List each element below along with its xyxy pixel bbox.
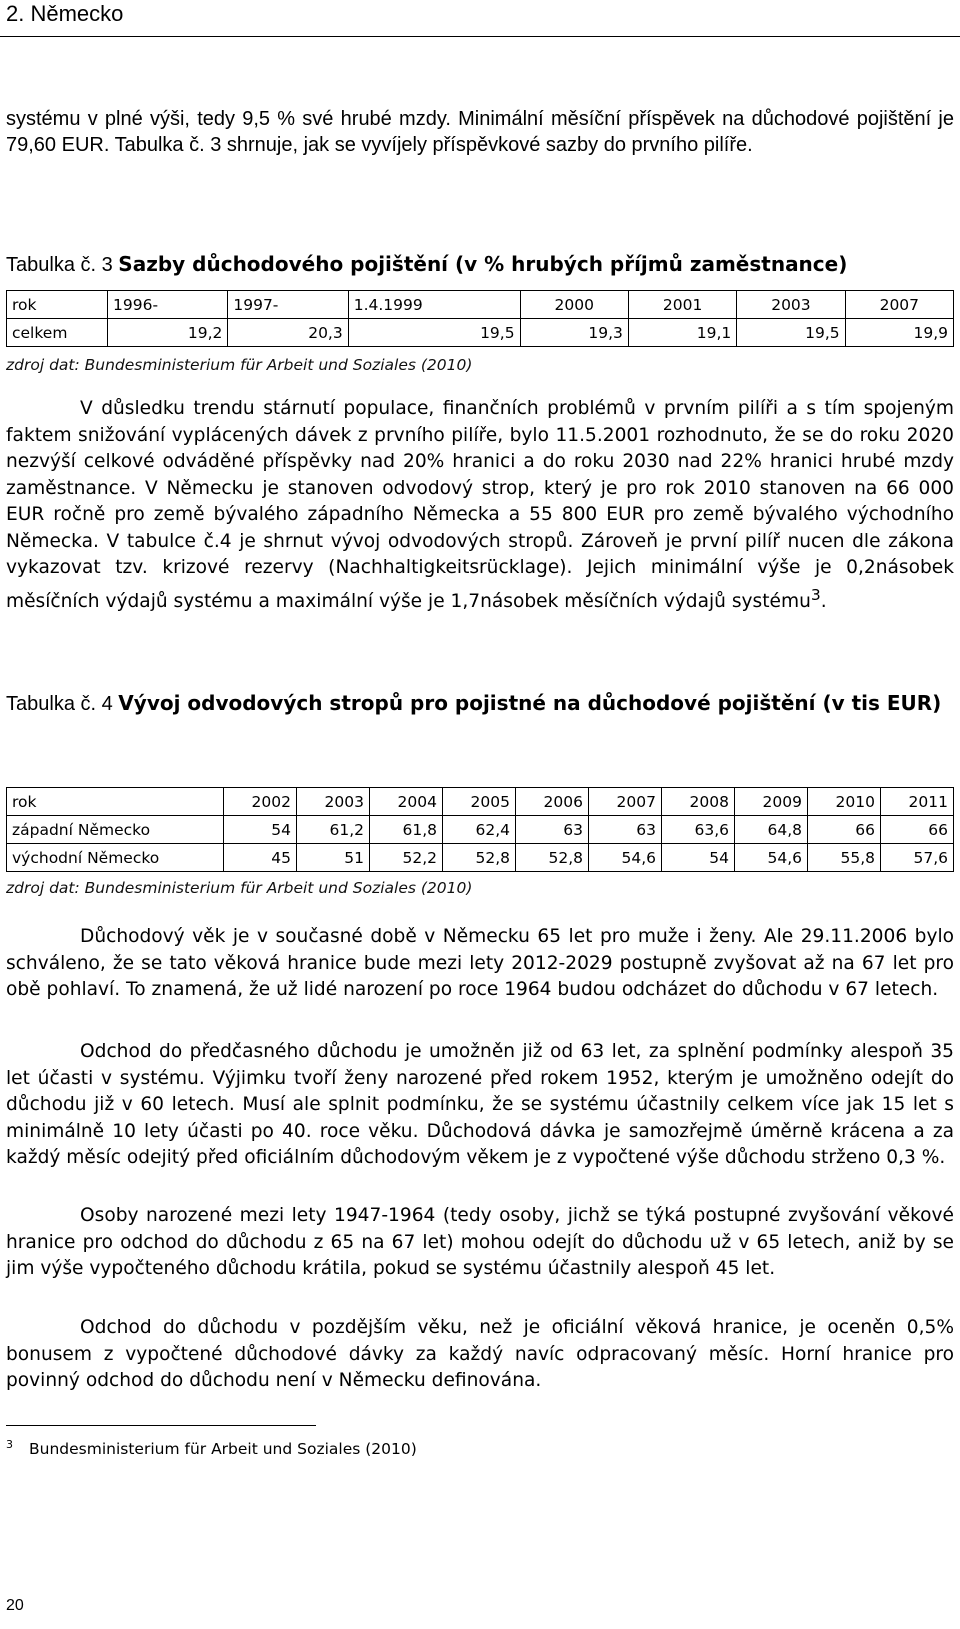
table-cell: 2003 [737, 291, 845, 319]
table-cell: 2000 [520, 291, 628, 319]
table3-caption [6, 251, 954, 279]
table-cell: 2007 [845, 291, 953, 319]
footnote-number: 3 [6, 1438, 13, 1451]
table-cell: 64,8 [735, 816, 808, 844]
table3-caption-lead: Tabulka č. 3 [6, 254, 119, 276]
table-cell: 19,1 [628, 319, 736, 347]
table-cell: 62,4 [443, 816, 516, 844]
table-cell: 2011 [881, 788, 954, 816]
table-cell: 2001 [628, 291, 736, 319]
table-cell: 52,8 [516, 844, 589, 872]
paragraph-reform [6, 396, 954, 615]
table-cell: 54 [662, 844, 735, 872]
header-rule [0, 36, 960, 37]
table-cell: 20,3 [228, 319, 348, 347]
table-cell: 52,2 [370, 844, 443, 872]
table-cell: 2008 [662, 788, 735, 816]
table-cell: 63 [516, 816, 589, 844]
table4-caption-lead: Tabulka č. 4 [6, 693, 119, 715]
table-cell: 19,2 [108, 319, 228, 347]
footnote-text: Bundesministerium für Arbeit und Soziales (2010) [29, 1440, 417, 1459]
table-cell: 19,9 [845, 319, 953, 347]
table-cell: 1.4.1999 [348, 291, 520, 319]
paragraph-reform-end: . [820, 590, 827, 612]
table-cell: 63 [589, 816, 662, 844]
table-cell: 19,3 [520, 319, 628, 347]
page-number: 20 [6, 1597, 24, 1614]
table3-caption-title: Sazby důchodového pojištění (v % hrubých příjmů zaměstnance) [118, 252, 848, 276]
table-cell: 57,6 [881, 844, 954, 872]
table-row [7, 816, 954, 844]
table-cell: 54 [224, 816, 297, 844]
table-cell: 52,8 [443, 844, 516, 872]
table-row [7, 844, 954, 872]
footnote-rule [6, 1425, 316, 1426]
table-cell: 55,8 [808, 844, 881, 872]
table-cell: 2005 [443, 788, 516, 816]
table-cell: 66 [881, 816, 954, 844]
table4-caption-title: Vývoj odvodových stropů pro pojistné na důchodové pojištění (v tis EUR) [118, 691, 942, 715]
footnote-reference: 3 [810, 585, 821, 604]
table3-source: zdroj dat: Bundesministerium für Arbeit und Soziales (2010) [6, 356, 473, 374]
table-cell: 51 [297, 844, 370, 872]
table-row [7, 319, 954, 347]
table-cell: 61,2 [297, 816, 370, 844]
table-row [7, 788, 954, 816]
table-cell: 2004 [370, 788, 443, 816]
table-cell: 1996- [108, 291, 228, 319]
paragraph-late-retirement: Odchod do důchodu v pozdějším věku, než je oficiální věková hranice, je oceněn 0,5% bonusem z vypočtené důchodové dávky za každý navíc odpracovaný měsíc. Horní hranice pro povinný odchod do důchodu není v Německu definována. [6, 1317, 954, 1391]
table4-contribution-ceilings [6, 787, 954, 872]
table-cell: 54,6 [735, 844, 808, 872]
table-cell: 66 [808, 816, 881, 844]
table-cell: 45 [224, 844, 297, 872]
table-cell: 2009 [735, 788, 808, 816]
table4-source: zdroj dat: Bundesministerium für Arbeit und Soziales (2010) [6, 879, 473, 897]
table-cell: 2002 [224, 788, 297, 816]
table-cell: 1997- [228, 291, 348, 319]
table-cell: západní Německo [7, 816, 224, 844]
table3-contribution-rates [6, 290, 954, 347]
table-row [7, 291, 954, 319]
table-cell: 19,5 [348, 319, 520, 347]
table-cell: 2007 [589, 788, 662, 816]
table-cell: 19,5 [737, 319, 845, 347]
table-cell: rok [7, 788, 224, 816]
table-cell: 54,6 [589, 844, 662, 872]
table-cell: 2003 [297, 788, 370, 816]
table-cell: 2010 [808, 788, 881, 816]
footnote [6, 1438, 417, 1458]
table4-caption [6, 690, 954, 718]
table-cell: 63,6 [662, 816, 735, 844]
table-cell: 2006 [516, 788, 589, 816]
paragraph-intro: systému v plné výši, tedy 9,5 % své hrubé mzdy. Minimální měsíční příspěvek na důchodové pojištění je 79,60 EUR. Tabulka č. 3 shrnuje, jak se vyvíjely příspěvkové sazby do prvního pilíře. [6, 108, 954, 156]
paragraph-reform-text: V důsledku trendu stárnutí populace, finančních problémů v prvním pilíři a s tím spojeným faktem snižování vyplácených dávek z prvního pilíře, bylo 11.5.2001 rozhodnuto, že se do roku 2020 nezvýší celkové odváděné příspěvky nad 20% hranici a do roku 2030 nad 22% hranici hrubé mzdy zaměstnance. V Německu je stanoven odvodový strop, který je pro rok 2010 stanoven na 66 000 EUR ročně pro země bývalého západního Německa a 55 800 EUR pro země bývalého východního Německa. V tabulce č.4 je shrnut vývoj odvodových stropů. Zároveň je první pilíř nucen dle zákona vykazovat tzv. krizové rezervy (Nachhaltigkeitsrücklage). Jejich minimální výše je 0,2násobek měsíčních výdajů systému a maximální výše je 1,7násobek měsíčních výdajů systému [6, 398, 954, 612]
table-cell: celkem [7, 319, 108, 347]
table-cell: 61,8 [370, 816, 443, 844]
paragraph-early-retirement: Odchod do předčasného důchodu je umožněn již od 63 let, za splnění podmínky alespoň 35 let účasti v systému. Výjimku tvoří ženy narozené před rokem 1952, kterým je umožněno odejít do důchodu již v 60 letech. Musí ale splnit podmínku, že se systému účastnily celkem více jak 15 let s minimálně 10 lety účasti po 40. roce věku. Důchodová dávka je samozřejmě úměrně krácena a za každý měsíc odejitý před oficiálním důchodovým věkem je z vypočtené výše důchodu strženo 0,3 %. [6, 1041, 954, 1168]
paragraph-retirement-age: Důchodový věk je v současné době v Německu 65 let pro muže i ženy. Ale 29.11.2006 bylo schváleno, že se tato věková hranice bude mezi lety 2012-2029 postupně zvyšovat až na 67 let pro obě pohlaví. To znamená, že už lidé narození po roce 1964 budou odcházet do důchodu v 67 letech. [6, 926, 954, 1000]
chapter-header: 2. Německo [6, 1, 124, 26]
table-cell: rok [7, 291, 108, 319]
paragraph-cohort: Osoby narozené mezi lety 1947-1964 (tedy osoby, jichž se týká postupné zvyšování věkové hranice pro odchod do důchodu z 65 na 67 let) mohou odejít do důchodu už v 65 letech, aniž by se jim výše vypočteného důchodu krátila, pokud se systému účastnily alespoň 45 let. [6, 1205, 954, 1279]
table-cell: východní Německo [7, 844, 224, 872]
